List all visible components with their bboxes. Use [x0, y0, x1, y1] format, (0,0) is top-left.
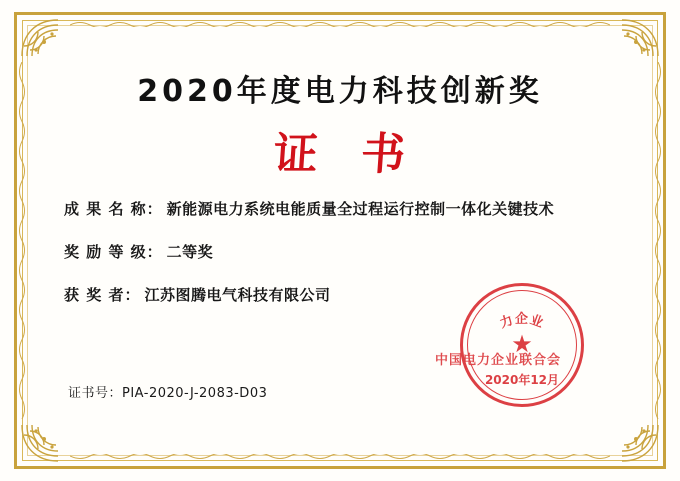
field-value: 新能源电力系统电能质量全过程运行控制一体化关键技术: [166, 200, 555, 218]
field-label: 奖 励 等 级：: [64, 243, 163, 261]
svg-text:力企业: 力企业: [497, 311, 547, 332]
seal-organization-name: 中国电力企业联合会: [434, 353, 561, 368]
seal-date: 2020年12月: [484, 373, 560, 387]
official-seal: [434, 283, 584, 407]
certificate-number: 证书号：PIA-2020-J-2083-D03: [68, 386, 268, 401]
edge-filigree-icon: [70, 454, 610, 464]
certificate-subtitle-wrap: [34, 118, 646, 180]
certificate-title: 2020年度电力科技创新奖: [137, 74, 543, 109]
edge-filigree-icon: [70, 17, 610, 27]
field-label: 成 果 名 称：: [64, 200, 163, 218]
certificate-content: [34, 32, 646, 449]
field-value: 二等奖: [166, 243, 214, 261]
seal-star-icon: ★: [511, 331, 533, 358]
field-value: 江苏图腾电气科技有限公司: [144, 286, 331, 304]
edge-filigree-icon: [653, 62, 663, 419]
field-label: 获 奖 者：: [64, 286, 141, 304]
field-row-award-level: [64, 241, 646, 262]
certificate-subtitle: 证 书: [272, 129, 422, 180]
edge-filigree-icon: [17, 62, 27, 419]
field-row-achievement-name: [64, 198, 646, 219]
